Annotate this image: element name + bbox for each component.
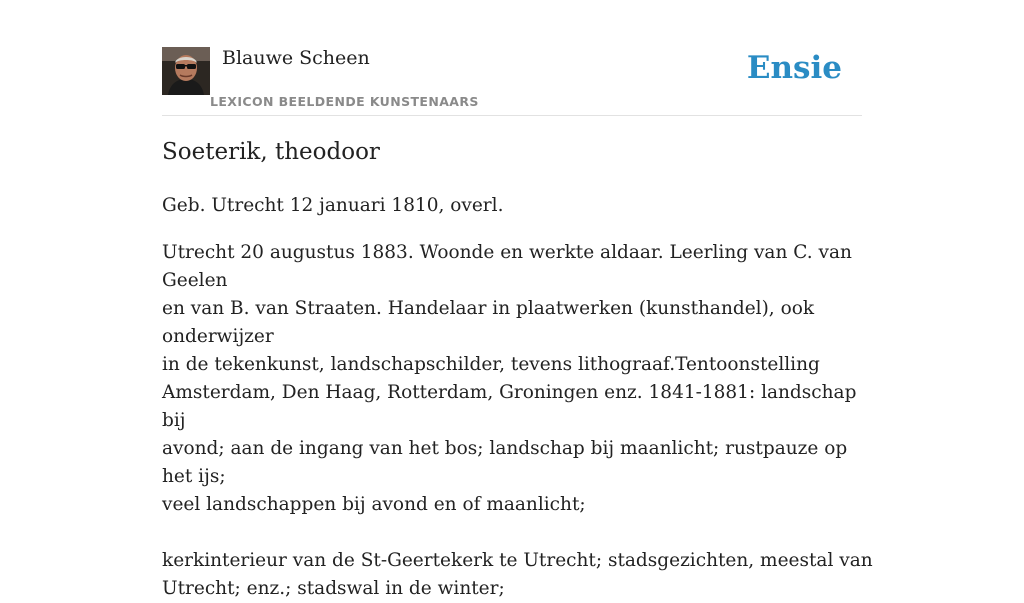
article-title: Soeterik, theodoor (162, 139, 380, 165)
brand-logo[interactable]: Ensie (746, 50, 842, 86)
article-paragraph: Geb. Utrecht 12 januari 1810, overl. (162, 195, 504, 216)
article-paragraph: Utrecht 20 augustus 1883. Woonde en werkte aldaar. Leerling van C. van Geelen en van B. van Straaten. Handelaar in plaatwerken (kunsthandel), ook onderwijzer in de tekenkunst, landschapschilder, tevens lithograaf.Tentoonstelling Amsterdam, Den Haag, Rotterdam, Groningen enz. 1841-1881: landschap bij avond; aan de ingang van het bos; landschap bij maanlicht; rustpauze op het ijs; veel landschappen bij avond en of maanlicht; kerkinterieur van de St-Geertekerk te Utrecht; stadsgezichten, meestal van Utrecht; enz.; stadswal in de winter; (162, 242, 873, 599)
author-name[interactable]: Blauwe Scheen (222, 47, 370, 69)
collection-label[interactable]: LEXICON BEELDENDE KUNSTENAARS (210, 94, 479, 109)
user-photo-avatar-icon (162, 47, 210, 95)
header (162, 45, 862, 116)
avatar[interactable] (162, 47, 210, 95)
